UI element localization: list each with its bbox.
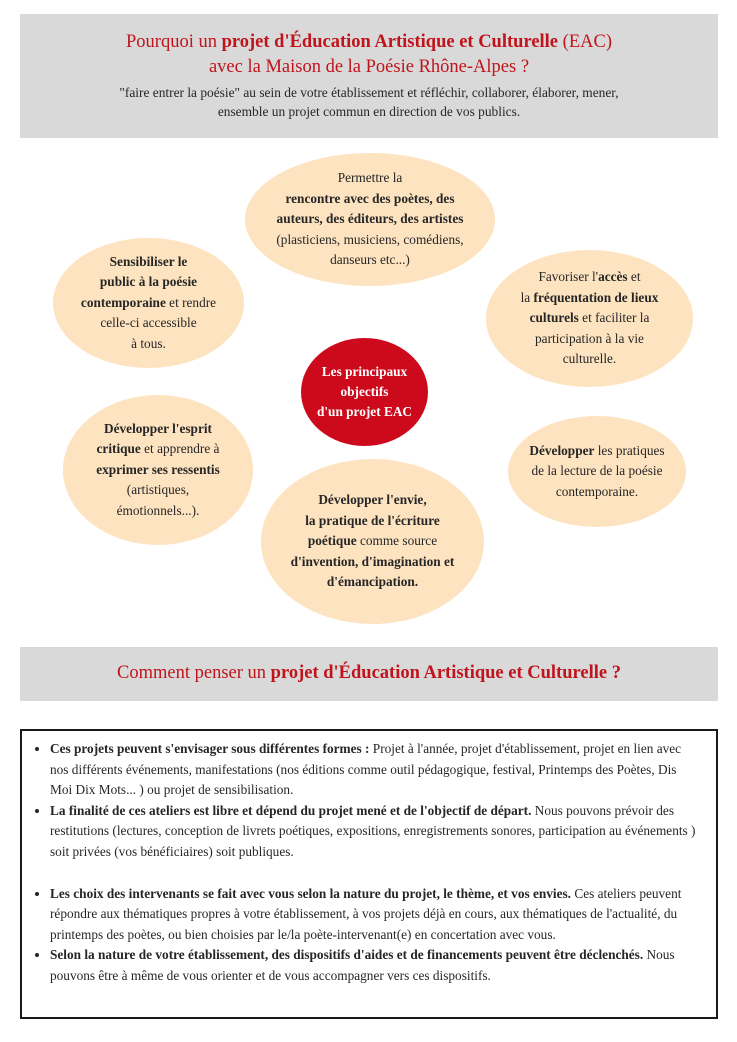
list-item: • La finalité de ces ateliers est libre et dépend du projet mené et de l'objectif de départ. Nous pouvons prévoir des restitutions (lectures, conception de livrets poétiques, expositions, enregistrements sonores, participation au événements ) soit privées (vos bénéficiaires) soit publiques. [50,801,700,863]
page-title: Pourquoi un projet d'Éducation Artistique et Culturelle (EAC) [126,32,612,52]
list-item: • Les choix des intervenants se fait avec vous selon la nature du projet, le thème, et vos envies. Ces ateliers peuvent répondre aux thématiques propres à votre établissement, à vos projets déjà en cours, aux thématiques de l'actualité, du printemps des poètes, ou bien choisies par le/la poète-intervenant(e) en concertation avec vous. [50,884,700,946]
list-item: • Selon la nature de votre établissement, des dispositifs d'aides et de financements peuvent être déclenchés. Nous pouvons être à même de vous orienter et de vous accompagner vers ces dispositifs. [50,945,700,986]
info-box [20,729,718,1019]
objective-sensibiliser: Sensibiliser le public à la poésie contemporaine et rendre celle-ci accessible à tous. [53,238,244,368]
center-objectives-circle: Les principaux objectifs d'un projet EAC [301,338,428,446]
intro-banner [20,14,718,138]
objective-rencontre: Permettre la rencontre avec des poètes, des auteurs, des éditeurs, des artistes (plasticiens, musiciens, comédiens, danseurs etc...) [245,153,495,286]
bullet-list [32,739,700,987]
objective-acces-culturel: Favoriser l'accès et la fréquentation de lieux culturels et faciliter la participation à la vie culturelle. [486,250,693,387]
page-title-line2: avec la Maison de la Poésie Rhône-Alpes ? [208,57,530,77]
list-item: • Ces projets peuvent s'envisager sous différentes formes : Projet à l'année, projet d'établissement, projet en lien avec nos différents événements, manifestations (nos éditions comme outil pédagogique, festival, Printemps des Poètes, Dis Moi Dix Mots... ) ou projet de sensibilisation. [50,739,700,801]
objective-ecriture: Développer l'envie, la pratique de l'écriture poétique comme source d'invention, d'imagination et d'émancipation. [261,459,484,624]
objective-esprit-critique: Développer l'esprit critique et apprendre à exprimer ses ressentis (artistiques, émotionnels...). [63,395,253,545]
intro-text: "faire entrer la poésie" au sein de votre établissement et réfléchir, collaborer, élaborer, mener, ensemble un projet commun en direction de vos publics. [119,85,619,119]
section-banner [20,647,718,701]
section-title: Comment penser un projet d'Éducation Artistique et Culturelle ? [117,663,621,683]
objective-lecture: Développer les pratiques de la lecture de la poésie contemporaine. [508,416,686,527]
